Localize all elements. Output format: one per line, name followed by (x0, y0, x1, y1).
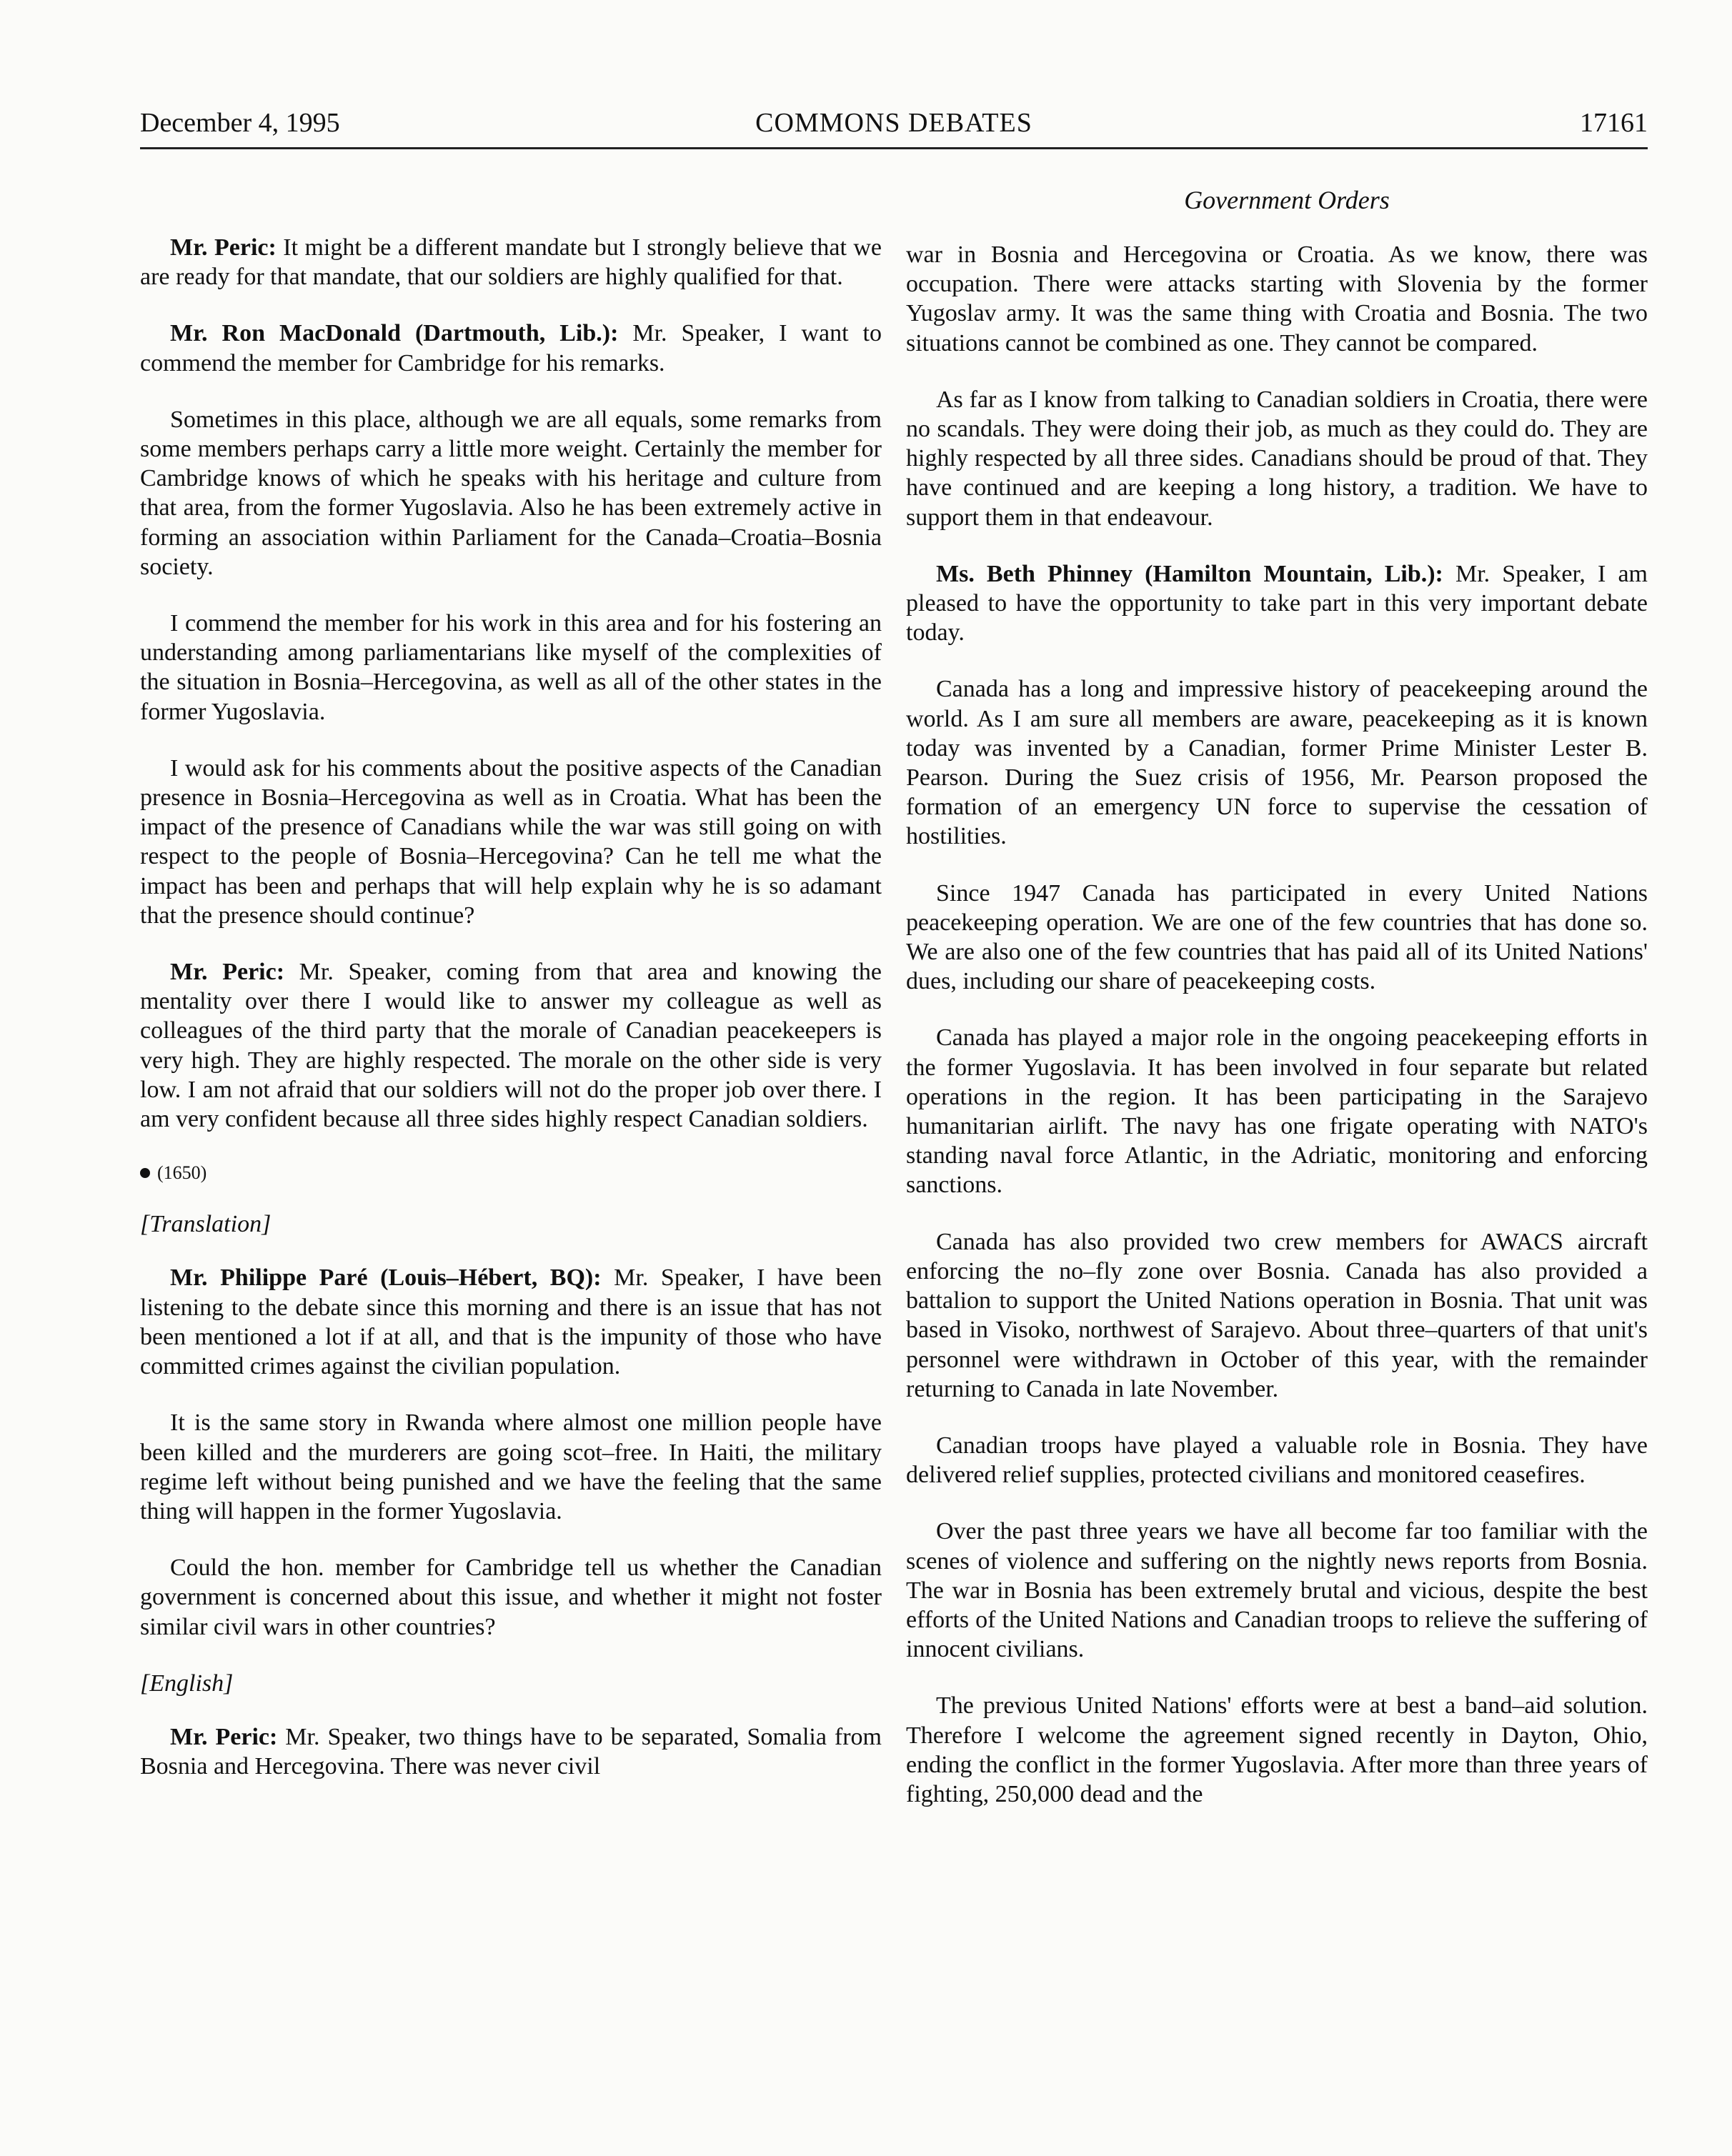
paragraph: Sometimes in this place, although we are all equals, some remarks from some members perhaps carry a little more weight. Certainly the member for Cambridge knows of which he speaks with his heritage and culture from that area, from the former Yugoslavia. Also he has been extremely active in forming an association within Parliament for the Canada–Croatia–Bosnia society. (140, 406, 882, 580)
header-publication: COMMONS DEBATES (755, 108, 1032, 138)
paragraph: The previous United Nations' efforts were at best a band–aid solution. Therefore I welcome the agreement signed recently in Dayton, Ohio, ending the conflict in the former Yugoslavia. After more than three years of fighting, 250,000 dead and the (906, 1692, 1648, 1807)
paragraph (140, 957, 882, 1134)
header-page-number: 17161 (1580, 108, 1648, 138)
paragraph-text: Mr. Speaker, two things have to be separated, Somalia from Bosnia and Hercegovina. There was never civil (140, 1723, 882, 1780)
paragraph: Canada has a long and impressive history of peacekeeping around the world. As I am sure all members are aware, peacekeeping as it is known today was invented by a Canadian, former Prime Minister Lester B. Pearson. During the Suez crisis of 1956, Mr. Pearson proposed the formation of an emergency UN force to supervise the cessation of hostilities. (906, 676, 1648, 850)
left-column (140, 233, 882, 1808)
right-column (906, 240, 1648, 1836)
paragraph: It is the same story in Rwanda where almost one million people have been killed and the murderers are going scot–free. In Haiti, the military regime left without being punished and we have the feeling that the same thing will happen in the former Yugoslavia. (140, 1409, 882, 1524)
paragraph: As far as I know from talking to Canadian soldiers in Croatia, there were no scandals. They were doing their job, as much as they could do. They are highly respected by all three sides. Canadians should be proud of that. They have continued and are keeping a long history, a tradition. We have to support them in that endeavour. (906, 386, 1648, 531)
paragraph-text: It might be a different mandate but I strongly believe that we are ready for that mandate, that our soldiers are highly qualified for that. (140, 234, 882, 291)
paragraph-continued: war in Bosnia and Hercegovina or Croatia. As we know, there was occupation. There were attacks starting with Slovenia by the former Yugoslav army. It was the same thing with Croatia and Bosnia. The two situations cannot be combined as one. They cannot be compared. (906, 241, 1648, 356)
speaker-name: Mr. Ron MacDonald (Dartmouth, Lib.): (170, 320, 619, 347)
paragraph: Over the past three years we have all become far too familiar with the scenes of violence and suffering on the nightly news reports from Bosnia. The war in Bosnia has been extremely brutal and vicious, despite the best efforts of the United Nations and Canadian troops to relieve the suffering of innocent civilians. (906, 1518, 1648, 1663)
paragraph (140, 319, 882, 377)
paragraph-text: Mr. Speaker, I am pleased to have the opportunity to take part in this very important debate today. (906, 560, 1648, 647)
bullet-icon (140, 1168, 150, 1178)
paragraph: Since 1947 Canada has participated in every United Nations peacekeeping operation. We are one of the few countries that has done so. We are also one of the few countries that has paid all of its United Nations' dues, including our share of peacekeeping costs. (906, 879, 1648, 995)
time-marker-text: (1650) (157, 1162, 207, 1184)
paragraph-text: Mr. Speaker, I have been listening to the debate since this morning and there is an issue that has not been mentioned a lot if at all, and that is the impunity of those who have committed crimes against the civilian population. (140, 1264, 882, 1380)
speaker-name: Mr. Philippe Paré (Louis–Hébert, BQ): (170, 1264, 602, 1292)
paragraph (140, 233, 882, 291)
translation-label: [Translation] (140, 1211, 272, 1238)
speaker-name: Ms. Beth Phinney (Hamilton Mountain, Lib.): (936, 560, 1443, 587)
section-title: Government Orders (1184, 186, 1390, 214)
speaker-name: Mr. Peric: (170, 959, 285, 986)
document-page (140, 100, 1648, 2129)
time-marker (140, 1161, 882, 1185)
english-label: [English] (140, 1670, 234, 1697)
paragraph: Canada has also provided two crew members for AWACS aircraft enforcing the no–fly zone over Bosnia. Canada has also provided a battalion to support the United Nations operation in Bosnia. That unit was based in Visoko, northwest of Sarajevo. About three–quarters of that unit's personnel were withdrawn in October of this year, with the remainder returning to Canada in late November. (906, 1228, 1648, 1402)
paragraph (140, 1722, 882, 1781)
speaker-name: Mr. Peric: (170, 1723, 278, 1750)
header-date: December 4, 1995 (140, 108, 340, 138)
paragraph (906, 559, 1648, 648)
header-rule (140, 147, 1648, 149)
paragraph: Could the hon. member for Cambridge tell us whether the Canadian government is concerned about this issue, and whether it might not foster similar civil wars in other countries? (140, 1554, 882, 1640)
paragraph: I commend the member for his work in this area and for his fostering an understanding among parliamentarians like myself of the complexities of the situation in Bosnia–Hercegovina, as well as all of the other states in the former Yugoslavia. (140, 610, 882, 725)
paragraph: I would ask for his comments about the positive aspects of the Canadian presence in Bosnia–Hercegovina as well as in Croatia. What has been the impact of the presence of Canadians while the war was still going on with respect to the people of Bosnia–Hercegovina? Can he tell me what the impact has been and perhaps that will help explain why he is so adamant that the presence should continue? (140, 754, 882, 929)
paragraph: Canadian troops have played a valuable role in Bosnia. They have delivered relief supplies, protected civilians and monitored ceasefires. (906, 1432, 1648, 1489)
paragraph-text: Mr. Speaker, coming from that area and knowing the mentality over there I would like to answer my colleague as well as colleagues of the third party that the morale of Canadian peacekeepers is very high. They are highly respected. The morale on the other side is very low. I am not afraid that our soldiers will not do the proper job over there. I am very confident because all three sides highly respect Canadian soldiers. (140, 959, 882, 1133)
speaker-name: Mr. Peric: (170, 234, 277, 261)
paragraph: Canada has played a major role in the ongoing peacekeeping efforts in the former Yugoslavia. It has been involved in four separate but related operations in the region. It has been participating in the Sarajevo humanitarian airlift. The navy has one frigate operating with NATO's standing naval force Atlantic, in the Adriatic, monitoring and enforcing sanctions. (906, 1024, 1648, 1199)
paragraph (140, 1263, 882, 1381)
paragraph-text: Mr. Speaker, I want to commend the member for Cambridge for his remarks. (140, 320, 882, 376)
running-header (140, 100, 1648, 146)
